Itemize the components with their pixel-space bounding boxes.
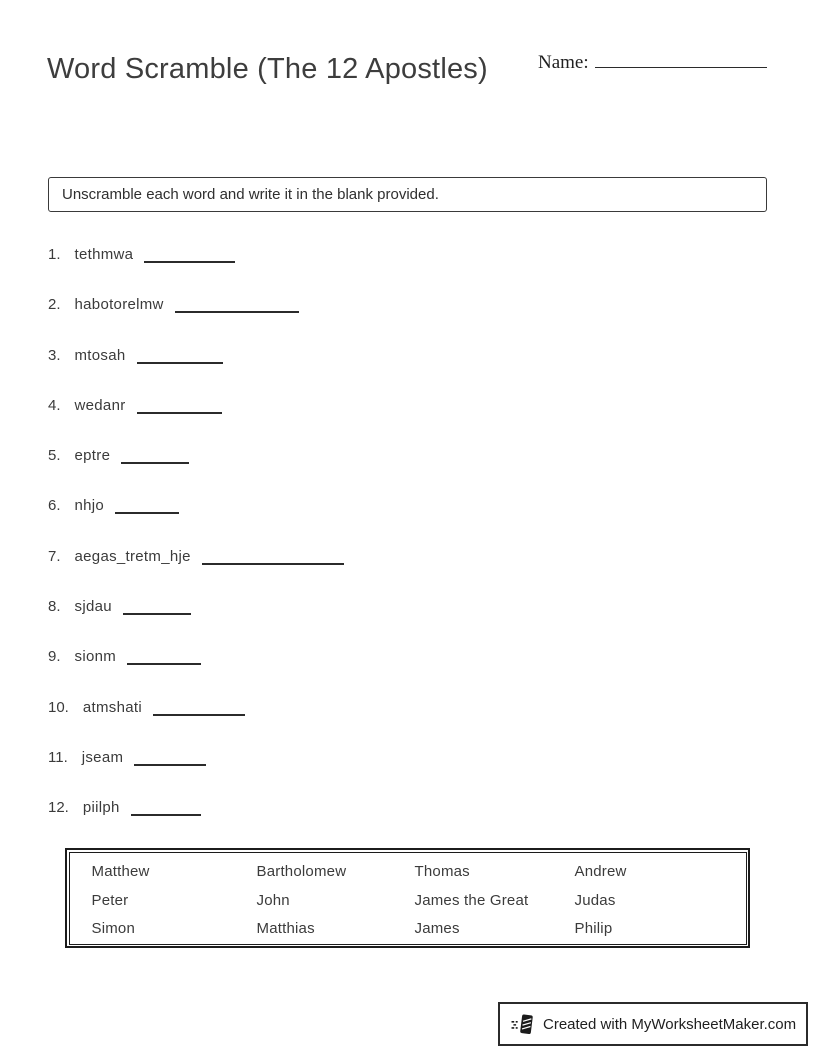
bank-word: Peter	[91, 891, 129, 909]
item-number: 5.	[48, 447, 61, 465]
bank-word: James	[414, 920, 460, 938]
answer-blank-line	[127, 651, 201, 665]
answer-blank-line	[115, 500, 179, 514]
answer-blank-line	[144, 249, 235, 263]
answer-blank-line	[131, 802, 201, 816]
scramble-item	[48, 244, 344, 265]
scrambled-word: eptre	[74, 447, 111, 465]
item-number: 3.	[48, 346, 61, 364]
scramble-item	[48, 294, 344, 315]
bank-word: Judas	[574, 891, 616, 909]
item-number: 2.	[48, 296, 61, 314]
answer-blank-line	[153, 702, 245, 716]
scramble-item	[48, 747, 344, 768]
name-label: Name:	[538, 52, 589, 73]
bank-word: Matthias	[256, 920, 315, 938]
answer-blank-line	[121, 450, 189, 464]
scrambled-word: habotorelmw	[74, 296, 164, 314]
scrambled-word: nhjo	[74, 497, 105, 515]
scrambled-word: wedanr	[74, 396, 126, 414]
scramble-item	[48, 646, 344, 667]
bank-word: James the Great	[414, 891, 529, 909]
name-field	[538, 52, 767, 74]
name-blank-line	[595, 54, 767, 68]
answer-blank-line	[134, 752, 206, 766]
scramble-item	[48, 345, 344, 366]
item-number: 4.	[48, 396, 61, 414]
scramble-item	[48, 596, 344, 617]
item-number: 6.	[48, 497, 61, 515]
scramble-item	[48, 395, 344, 416]
scrambled-word: sjdau	[74, 598, 112, 616]
scrambled-word: aegas_tretm_hje	[74, 547, 191, 565]
scramble-item	[48, 546, 344, 567]
instructions-text: Unscramble each word and write it in the blank provided.	[62, 186, 439, 203]
bank-word: Andrew	[574, 863, 627, 881]
bank-word: Matthew	[91, 863, 150, 881]
scramble-list	[48, 244, 344, 848]
page-title: Word Scramble (The 12 Apostles)	[47, 53, 488, 85]
bank-word: Philip	[574, 920, 613, 938]
word-bank-grid	[69, 852, 747, 945]
answer-blank-line	[175, 299, 299, 313]
scrambled-word: mtosah	[74, 346, 126, 364]
item-number: 11.	[48, 748, 68, 766]
scramble-item	[48, 797, 344, 818]
word-bank-box	[65, 848, 750, 948]
scrambled-word: jseam	[81, 748, 124, 766]
answer-blank-line	[123, 601, 191, 615]
scramble-item	[48, 495, 344, 516]
credit-text: Created with MyWorksheetMaker.com	[543, 1015, 797, 1033]
answer-blank-line	[137, 350, 223, 364]
item-number: 1.	[48, 246, 61, 263]
scrambled-word: sionm	[74, 648, 117, 666]
item-number: 9.	[48, 648, 61, 666]
item-number: 12.	[48, 799, 69, 817]
answer-blank-line	[137, 400, 222, 414]
scrambled-word: piilph	[82, 799, 120, 817]
bank-word: Simon	[91, 920, 136, 938]
credit-badge	[498, 1002, 808, 1046]
scramble-item	[48, 445, 344, 466]
instructions-box	[48, 177, 767, 212]
scramble-item	[48, 697, 344, 718]
bank-word: John	[256, 891, 290, 909]
bank-word: Thomas	[414, 863, 470, 881]
item-number: 7.	[48, 547, 61, 565]
worksheet-maker-logo-icon	[510, 1012, 536, 1037]
item-number: 8.	[48, 598, 61, 616]
scrambled-word: atmshati	[82, 698, 142, 716]
answer-blank-line	[202, 551, 344, 565]
bank-word: Bartholomew	[256, 863, 347, 881]
scrambled-word: tethmwa	[74, 246, 134, 263]
item-number: 10.	[48, 698, 69, 716]
